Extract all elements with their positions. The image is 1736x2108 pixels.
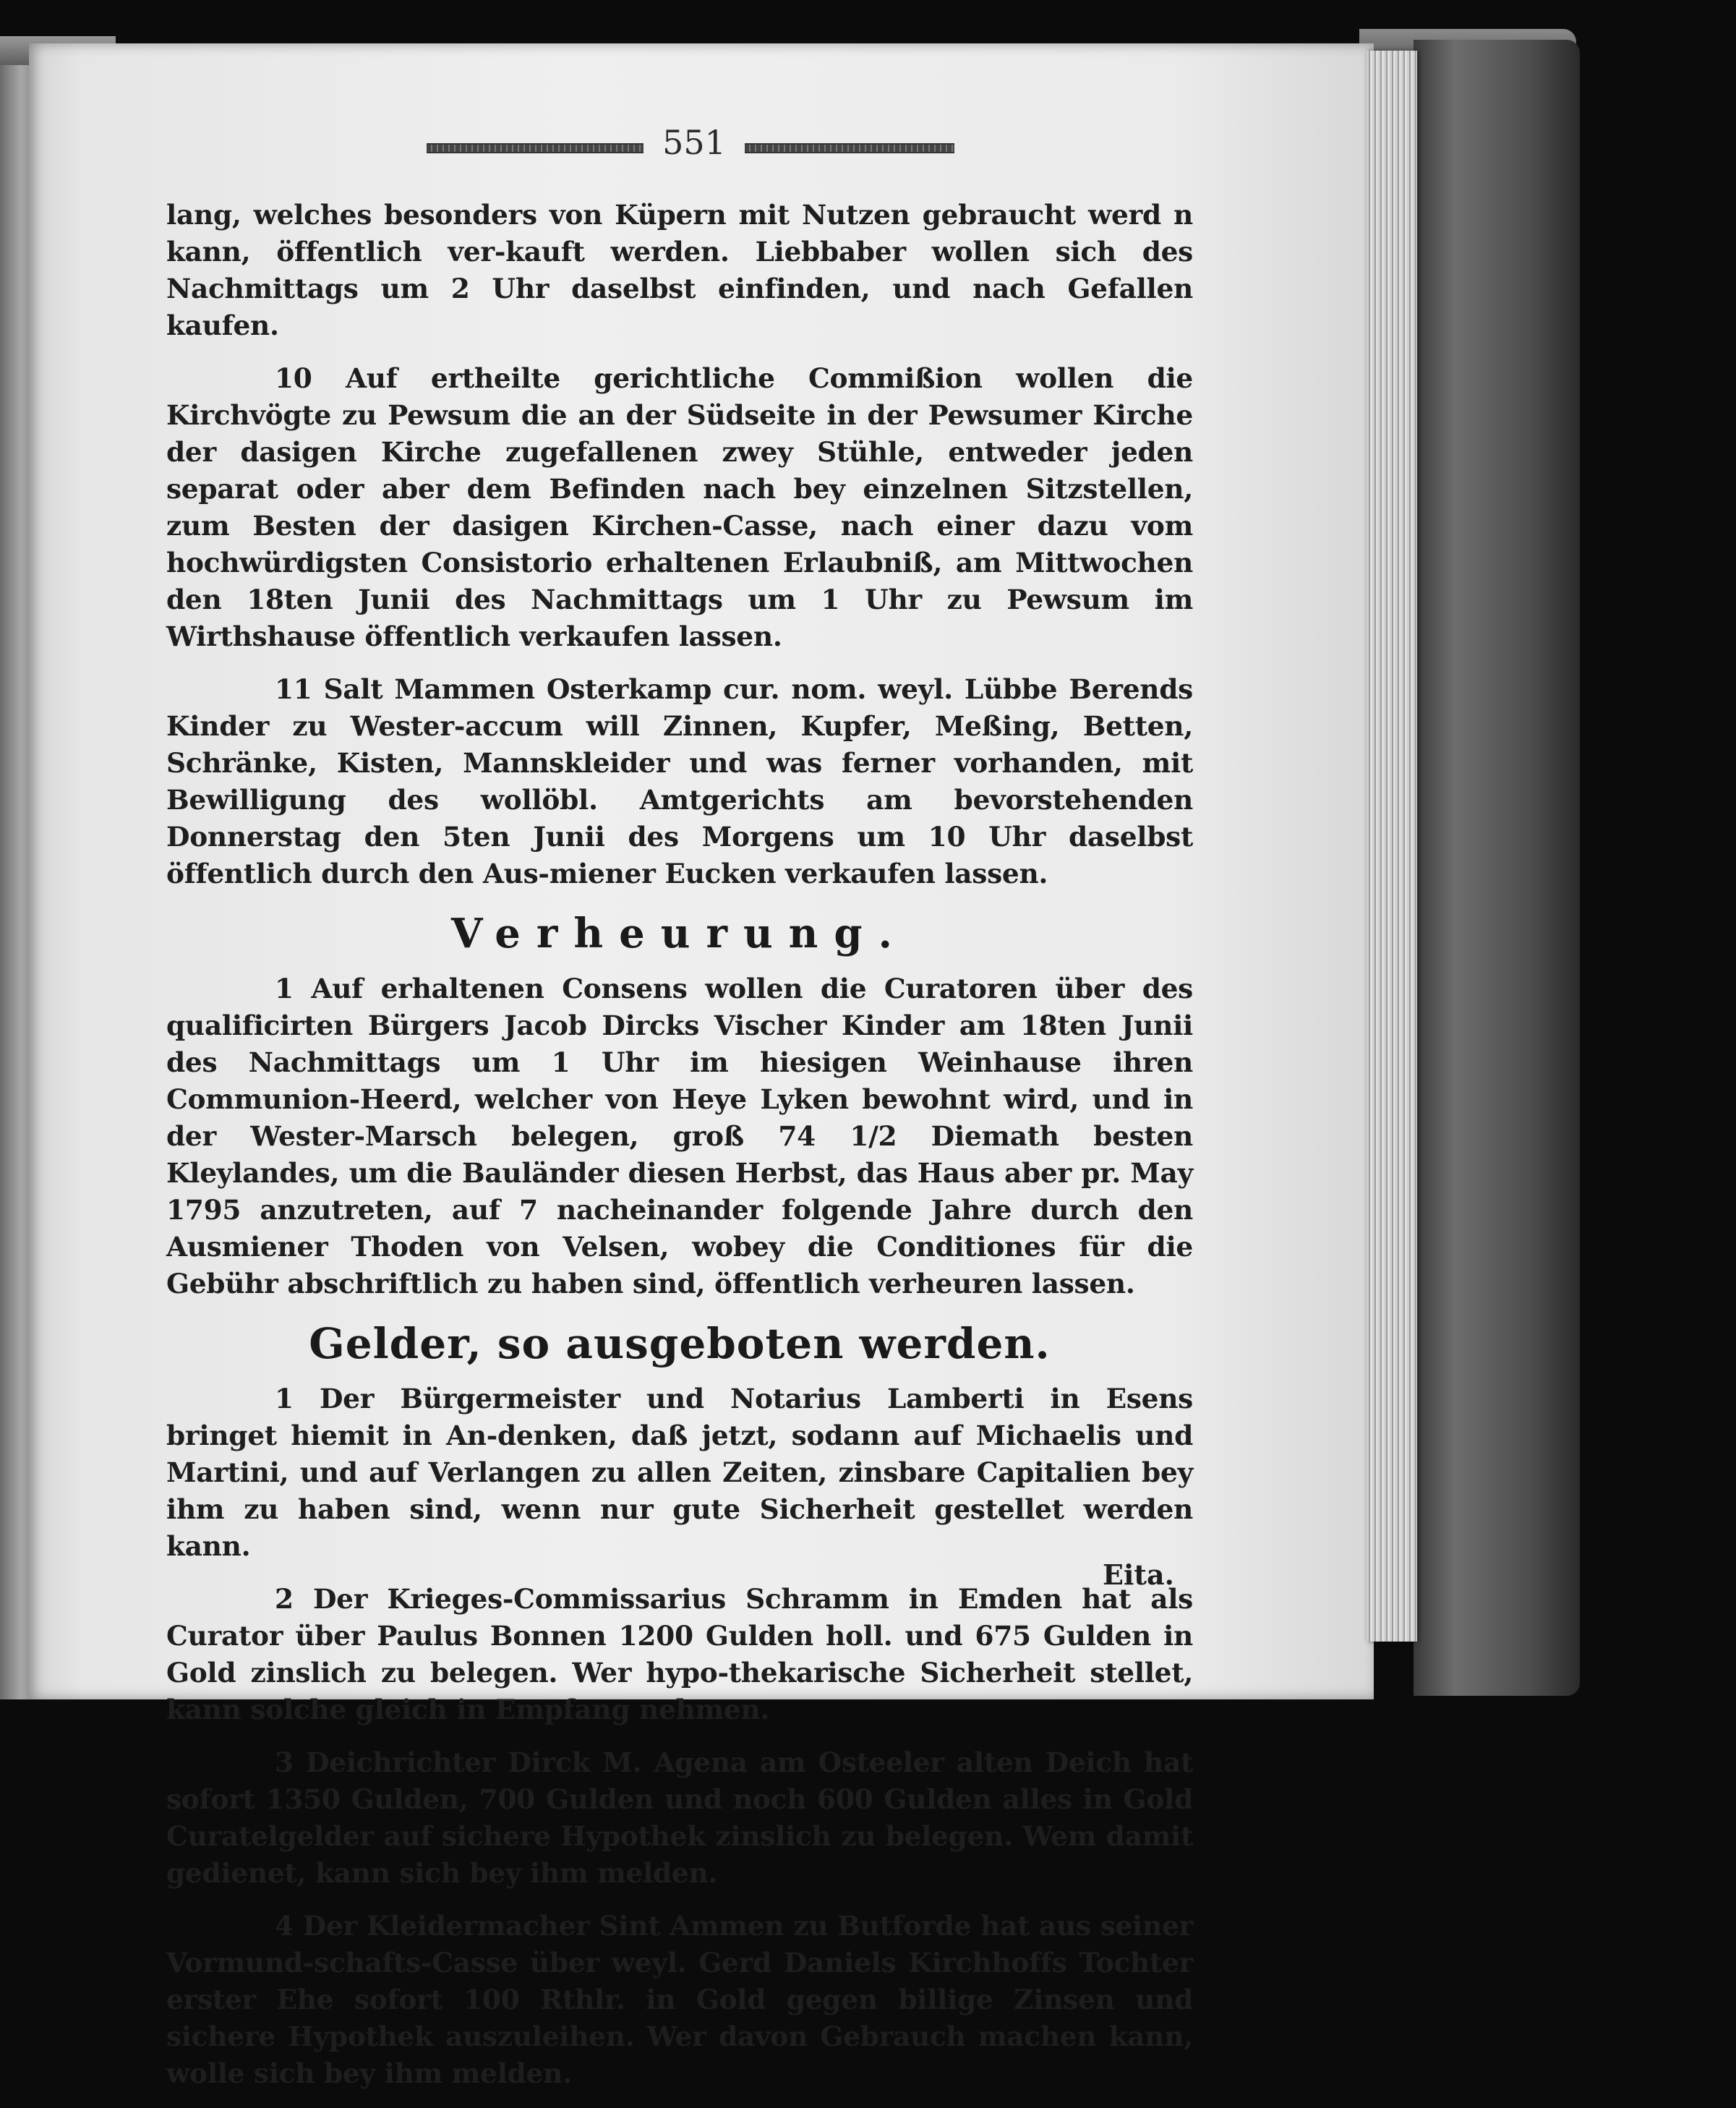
section-heading-verheurung: Verheurung. — [450, 910, 909, 957]
text-block — [166, 197, 1193, 2108]
paragraph-11: 11 Salt Mammen Osterkamp cur. nom. weyl. Lübbe Berends Kinder zu Wester-accum will Zinnen, Kupfer, Meßing, Betten, Schränke, Kisten, Mannskleider und was ferner vorhanden, mit Bewilligung des wollöbl. Amtgerichts am bevorstehenden Donnerstag den 5ten Junii des Morgens um 10 Uhr daselbst öffentlich durch den Aus-miener Eucken verkaufen lassen. — [166, 673, 1193, 889]
paragraph-verheurung-1: 1 Auf erhaltenen Consens wollen die Curatoren über des qualificirten Bürgers Jacob Dircks Vischer Kinder am 18ten Junii des Nachmittags um 1 Uhr im hiesigen Weinhause ihren Communion-Heerd, welcher von Heye Lyken bewohnt wird, und in der Wester-Marsch belegen, groß 74 1/2 Diemath besten Kleylandes, um die Bauländer diesen Herbst, das Haus aber pr. May 1795 anzutreten, auf 7 nacheinander folgende Jahre durch den Ausmiener Thoden von Velsen, wobey die Conditiones für die Gebühr abschriftlich zu haben sind, öffentlich verheuren lassen. — [166, 973, 1193, 1300]
paragraph-gelder-4: 4 Der Kleidermacher Sint Ammen zu Butforde hat aus seiner Vormund-schafts-Casse über weyl. Gerd Daniels Kirchhoffs Tochter erster Ehe sofort 100 Rthlr. in Gold gegen billige Zinsen und sichere Hypothek auszuleihen. Wer davon Gebrauch machen kann, wolle sich bey ihm melden. — [166, 1910, 1193, 2089]
running-head — [405, 123, 983, 166]
paragraph-gelder-1: 1 Der Bürgermeister und Notarius Lamberti in Esens bringet hiemit in An-denken, daß jetzt, sodann auf Michaelis und Martini, und auf Verlangen zu allen Zeiten, zinsbare Capitalien bey ihm zu haben sind, wenn nur gute Sicherheit gestellet werden kann. — [166, 1383, 1193, 1562]
page-number: 551 — [662, 123, 726, 162]
paragraph-gelder-2: 2 Der Krieges-Commissarius Schramm in Emden hat als Curator über Paulus Bonnen 1200 Gulden holl. und 675 Gulden in Gold zinslich zu belegen. Wer hypo-thekarische Sicherheit stellet, kann solche gleich in Empfang nehmen. — [166, 1583, 1193, 1725]
book-cover — [1414, 40, 1580, 1696]
ornamental-rule-right — [745, 143, 954, 153]
section-heading-gelder: Gelder, so ausgeboten werden. — [309, 1319, 1051, 1368]
paragraph-continuation: lang, welches besonders von Küpern mit Nutzen gebraucht werd n kann, öffentlich ver-kauft werden. Liebbaber wollen sich des Nachmittags um 2 Uhr daselbst einfinden, und nach Gefallen kaufen. — [166, 199, 1193, 341]
catchword: Eita. — [1103, 1558, 1174, 1591]
page-stack-edges — [1367, 51, 1417, 1642]
ornamental-rule-left — [427, 143, 643, 153]
paragraph-10: 10 Auf ertheilte gerichtliche Commißion wollen die Kirchvögte zu Pewsum die an der Südseite in der Pewsumer Kirche der dasigen Kirche zugefallenen zwey Stühle, entweder jeden separat oder aber dem Befinden nach bey einzelnen Sitzstellen, zum Besten der dasigen Kirchen-Casse, nach einer dazu vom hochwürdigsten Consistorio erhaltenen Erlaubniß, am Mittwochen den 18ten Junii des Nachmittags um 1 Uhr zu Pewsum im Wirthshause öffentlich verkaufen lassen. — [166, 362, 1193, 652]
paragraph-gelder-3: 3 Deichrichter Dirck M. Agena am Osteeler alten Deich hat sofort 1350 Gulden, 700 Gulden und noch 600 Gulden alles in Gold Curatelgelder auf sichere Hypothek zinslich zu belegen. Wem damit gedienet, kann sich bey ihm melden. — [166, 1746, 1193, 1889]
